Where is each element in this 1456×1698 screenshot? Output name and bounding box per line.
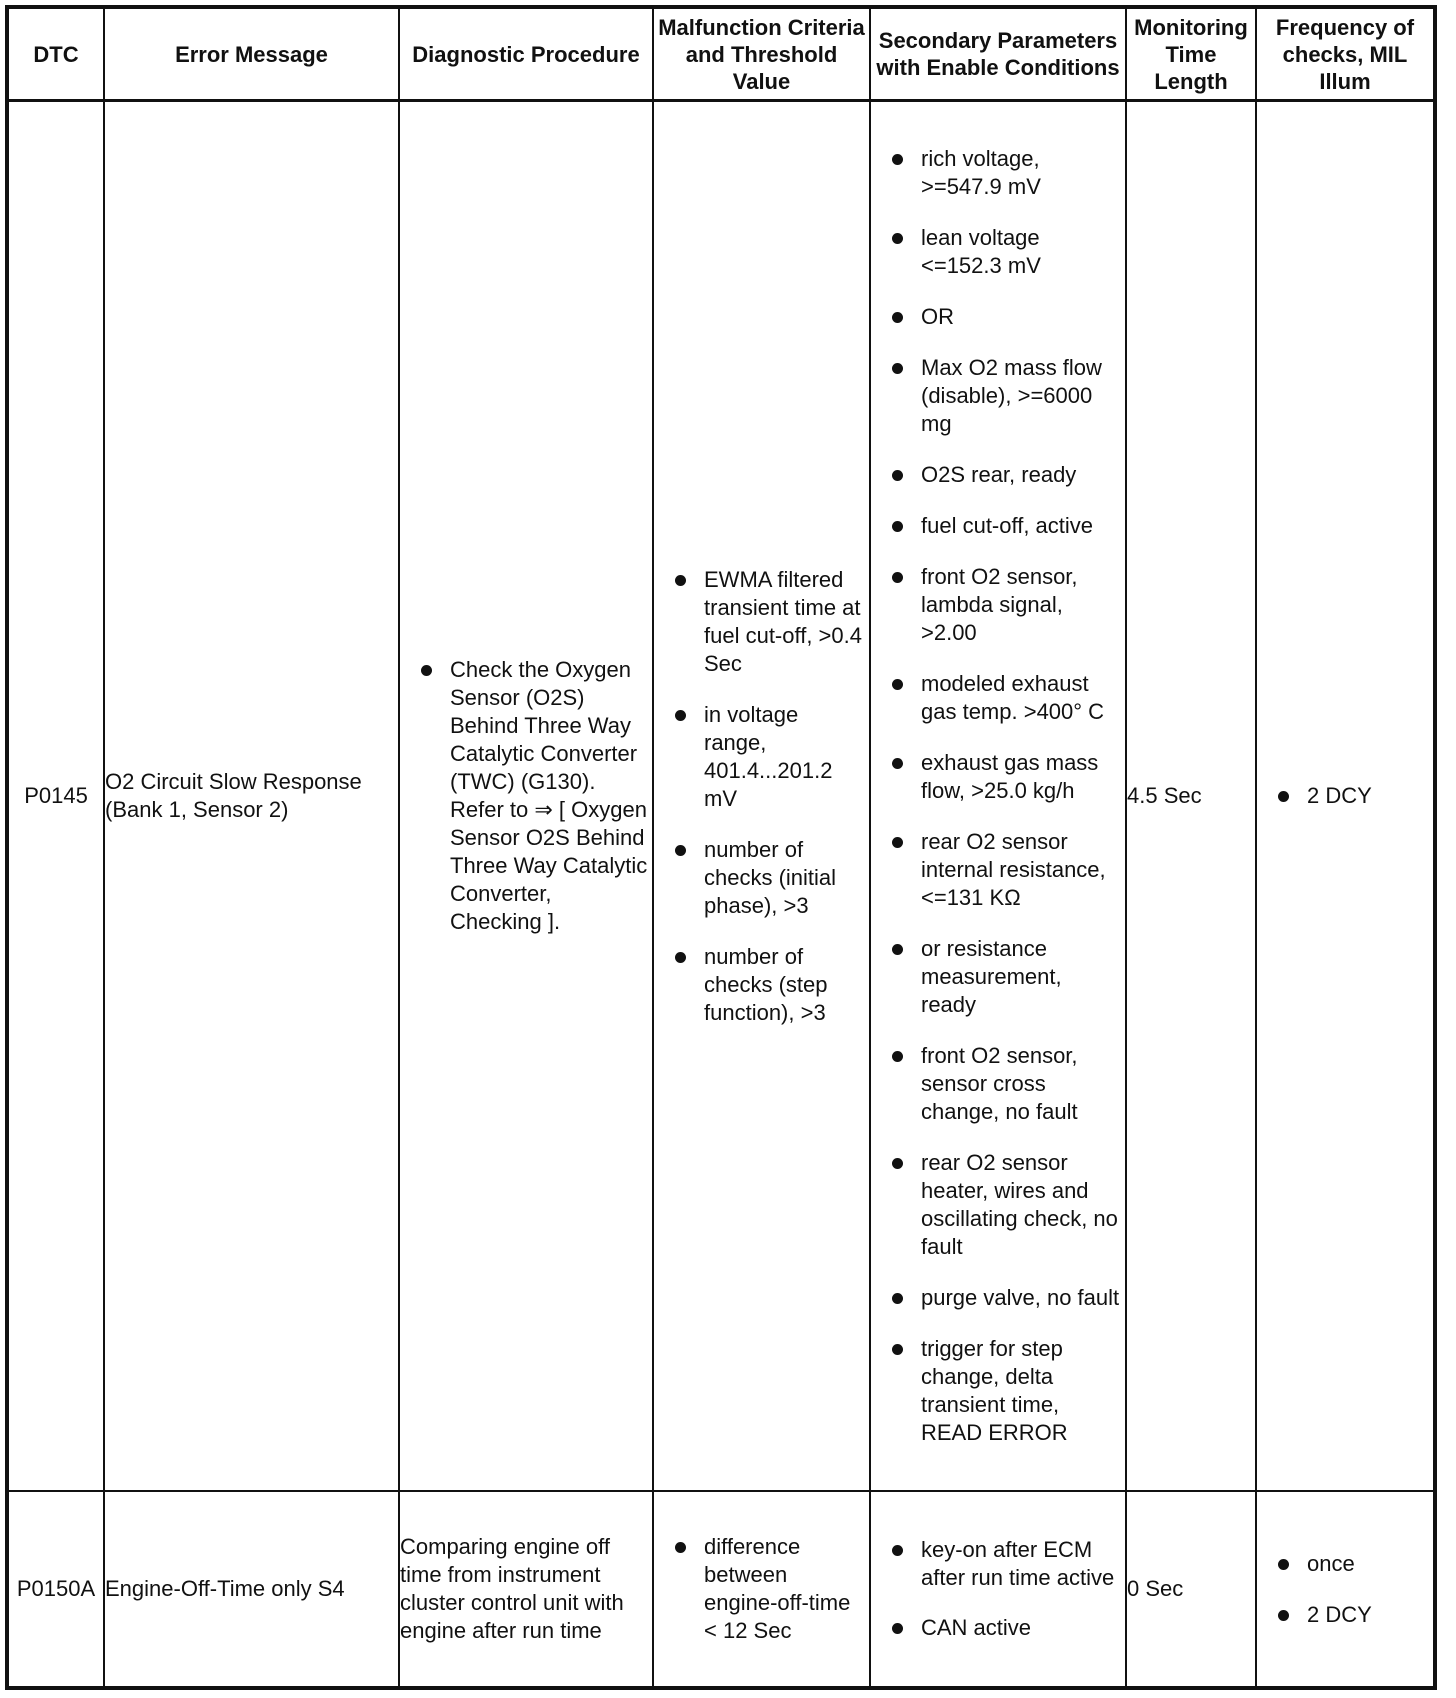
secondary-item: rear O2 sensor internal resistance, <=131 KΩ [871,828,1121,912]
frequency-item: 2 DCY [1257,782,1429,810]
header-diagnostic-procedure: Diagnostic Procedure [399,7,653,101]
header-malfunction-criteria: Malfunction Criteria and Threshold Value [653,7,870,101]
frequency-item: once [1257,1550,1429,1578]
header-monitoring-time: Monitoring Time Length [1126,7,1256,101]
dtc-code: P0150A [7,1491,104,1688]
frequency [1256,101,1435,1492]
secondary-item: lean voltage <=152.3 mV [871,224,1121,280]
criteria-item: difference between engine-off-time < 12 Sec [654,1533,865,1645]
criteria-item: number of checks (step function), >3 [654,943,865,1027]
secondary-item: exhaust gas mass flow, >25.0 kg/h [871,749,1121,805]
monitoring-time: 4.5 Sec [1126,101,1256,1492]
criteria-item: EWMA filtered transient time at fuel cut-off, >0.4 Sec [654,566,865,678]
secondary-item: Max O2 mass flow (disable), >=6000 mg [871,354,1121,438]
secondary-item: front O2 sensor, lambda signal, >2.00 [871,563,1121,647]
header-frequency: Frequency of checks, MIL Illum [1256,7,1435,101]
table-row [7,101,1435,1492]
secondary-parameters [870,1491,1126,1688]
header-dtc: DTC [7,7,104,101]
secondary-item: trigger for step change, delta transient time, READ ERROR [871,1335,1121,1447]
procedure-item: Check the Oxygen Sensor (O2S) Behind Three Way Catalytic Converter (TWC) (G130). Refer to ⇒ [ Oxygen Sensor O2S Behind Three Way Catalytic Converter, Checking ]. [400,656,648,936]
secondary-item: key-on after ECM after run time active [871,1536,1121,1592]
secondary-item: rear O2 sensor heater, wires and oscillating check, no fault [871,1149,1121,1261]
secondary-item: O2S rear, ready [871,461,1121,489]
diagnostic-procedure: Comparing engine off time from instrument cluster control unit with engine after run time [399,1491,653,1688]
monitoring-time: 0 Sec [1126,1491,1256,1688]
malfunction-criteria [653,1491,870,1688]
secondary-item: OR [871,303,1121,331]
secondary-item: fuel cut-off, active [871,512,1121,540]
secondary-item: front O2 sensor, sensor cross change, no fault [871,1042,1121,1126]
criteria-item: in voltage range, 401.4...201.2 mV [654,701,865,813]
error-message: Engine-Off-Time only S4 [104,1491,399,1688]
table-row [7,1491,1435,1688]
dtc-table [5,5,1437,1690]
frequency-item: 2 DCY [1257,1601,1429,1629]
diagnostic-procedure [399,101,653,1492]
dtc-code: P0145 [7,101,104,1492]
secondary-item: CAN active [871,1614,1121,1642]
header-error-message: Error Message [104,7,399,101]
header-row [7,7,1435,101]
secondary-item: rich voltage, >=547.9 mV [871,145,1121,201]
secondary-item: modeled exhaust gas temp. >400° C [871,670,1121,726]
secondary-item: or resistance measurement, ready [871,935,1121,1019]
malfunction-criteria [653,101,870,1492]
header-secondary-parameters: Secondary Parameters with Enable Conditions [870,7,1126,101]
secondary-parameters [870,101,1126,1492]
error-message: O2 Circuit Slow Response (Bank 1, Sensor 2) [104,101,399,1492]
secondary-item: purge valve, no fault [871,1284,1121,1312]
criteria-item: number of checks (initial phase), >3 [654,836,865,920]
frequency [1256,1491,1435,1688]
